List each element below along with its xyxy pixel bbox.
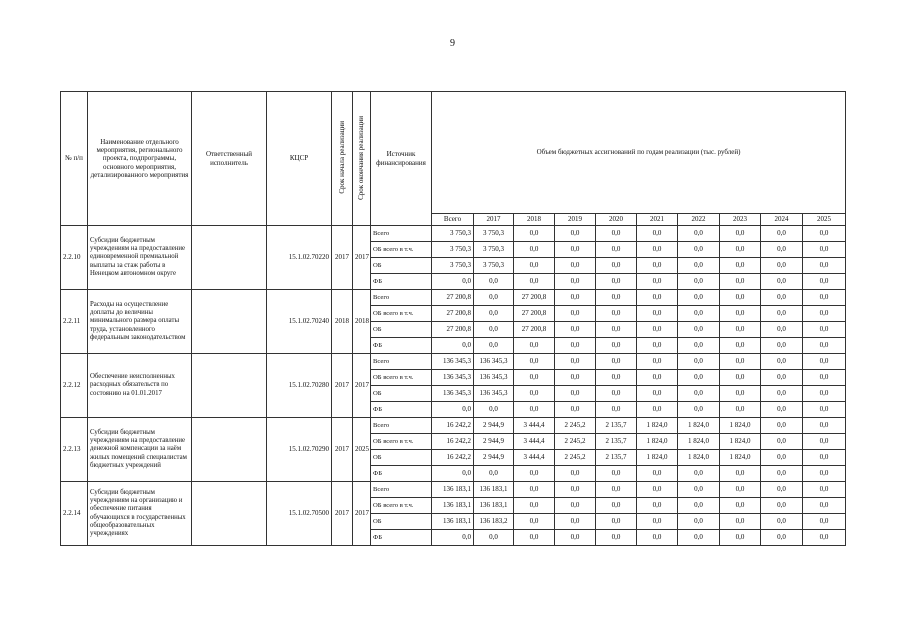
amount-year: 0,0 bbox=[555, 258, 596, 274]
amount-year: 0,0 bbox=[474, 322, 514, 338]
funding-source: ОБ всего в т.ч. bbox=[371, 434, 432, 450]
amount-year: 0,0 bbox=[474, 338, 514, 354]
item-name: Субсидии бюджетным учреждениям на предоставление денежной компенсации за наём жилых помещений специалистам бюджетных учреждений bbox=[88, 418, 192, 482]
amount-year: 0,0 bbox=[555, 514, 596, 530]
amount-year: 0,0 bbox=[678, 322, 720, 338]
amount-year: 0,0 bbox=[720, 482, 761, 498]
table-body bbox=[61, 226, 846, 546]
amount-year: 0,0 bbox=[637, 482, 678, 498]
amount-total: 0,0 bbox=[432, 402, 474, 418]
funding-source: ФБ bbox=[371, 466, 432, 482]
amount-year: 0,0 bbox=[761, 370, 803, 386]
item-kcsr: 15.1.02.70220 bbox=[267, 226, 332, 290]
amount-year: 0,0 bbox=[803, 274, 846, 290]
amount-year: 0,0 bbox=[637, 466, 678, 482]
header-col-end-label: Срок окончания реализации bbox=[357, 115, 366, 200]
header-col-executor: Ответственный исполнитель bbox=[192, 92, 267, 226]
amount-year: 2 944,9 bbox=[474, 418, 514, 434]
amount-year: 0,0 bbox=[596, 226, 637, 242]
amount-year: 0,0 bbox=[678, 306, 720, 322]
amount-year: 0,0 bbox=[803, 498, 846, 514]
amount-year: 0,0 bbox=[761, 514, 803, 530]
item-end-year: 2017 bbox=[353, 354, 371, 418]
amount-year: 0,0 bbox=[803, 322, 846, 338]
amount-year: 0,0 bbox=[803, 386, 846, 402]
amount-total: 0,0 bbox=[432, 466, 474, 482]
item-number: 2.2.10 bbox=[61, 226, 88, 290]
amount-year: 136 345,3 bbox=[474, 386, 514, 402]
amount-year: 0,0 bbox=[596, 530, 637, 546]
amount-year: 0,0 bbox=[555, 370, 596, 386]
amount-year: 0,0 bbox=[637, 514, 678, 530]
amount-total: 3 750,3 bbox=[432, 226, 474, 242]
amount-year: 0,0 bbox=[555, 386, 596, 402]
amount-year: 0,0 bbox=[555, 466, 596, 482]
amount-year: 0,0 bbox=[678, 402, 720, 418]
amount-year: 0,0 bbox=[596, 354, 637, 370]
amount-year: 0,0 bbox=[514, 514, 555, 530]
amount-year: 0,0 bbox=[678, 482, 720, 498]
amount-year: 0,0 bbox=[803, 258, 846, 274]
item-name: Расходы на осуществление доплаты до величины минимального размера оплаты труда, установленного федеральным законодательством bbox=[88, 290, 192, 354]
amount-year: 0,0 bbox=[720, 354, 761, 370]
table-row bbox=[61, 354, 846, 370]
amount-year: 0,0 bbox=[474, 466, 514, 482]
table-row bbox=[61, 482, 846, 498]
header-col-start bbox=[332, 92, 353, 226]
header-year: 2022 bbox=[678, 214, 720, 226]
amount-year: 0,0 bbox=[637, 530, 678, 546]
funding-source: ОБ всего в т.ч. bbox=[371, 370, 432, 386]
item-executor bbox=[192, 354, 267, 418]
amount-year: 1 824,0 bbox=[720, 418, 761, 434]
amount-year: 0,0 bbox=[637, 258, 678, 274]
header-col-end bbox=[353, 92, 371, 226]
header-year: 2021 bbox=[637, 214, 678, 226]
item-start-year: 2018 bbox=[332, 290, 353, 354]
amount-year: 2 135,7 bbox=[596, 418, 637, 434]
item-executor bbox=[192, 290, 267, 354]
amount-year: 0,0 bbox=[761, 482, 803, 498]
amount-year: 0,0 bbox=[678, 258, 720, 274]
item-name: Обеспечение неисполненных расходных обязательств по состоянию на 01.01.2017 bbox=[88, 354, 192, 418]
item-start-year: 2017 bbox=[332, 354, 353, 418]
item-number: 2.2.14 bbox=[61, 482, 88, 546]
amount-year: 0,0 bbox=[596, 386, 637, 402]
amount-year: 0,0 bbox=[596, 274, 637, 290]
amount-year: 0,0 bbox=[678, 290, 720, 306]
amount-year: 0,0 bbox=[555, 482, 596, 498]
amount-year: 0,0 bbox=[514, 354, 555, 370]
amount-year: 0,0 bbox=[761, 530, 803, 546]
funding-source: ФБ bbox=[371, 402, 432, 418]
amount-total: 3 750,3 bbox=[432, 242, 474, 258]
funding-source: ОБ bbox=[371, 322, 432, 338]
item-executor bbox=[192, 482, 267, 546]
amount-year: 0,0 bbox=[720, 274, 761, 290]
amount-year: 0,0 bbox=[803, 306, 846, 322]
amount-total: 16 242,2 bbox=[432, 434, 474, 450]
amount-year: 0,0 bbox=[720, 514, 761, 530]
amount-year: 0,0 bbox=[803, 466, 846, 482]
amount-year: 2 135,7 bbox=[596, 450, 637, 466]
amount-year: 0,0 bbox=[761, 450, 803, 466]
amount-year: 0,0 bbox=[678, 386, 720, 402]
funding-source: ФБ bbox=[371, 338, 432, 354]
header-year: 2019 bbox=[555, 214, 596, 226]
amount-year: 3 444,4 bbox=[514, 450, 555, 466]
funding-source: Всего bbox=[371, 290, 432, 306]
amount-year: 0,0 bbox=[637, 498, 678, 514]
amount-year: 1 824,0 bbox=[678, 450, 720, 466]
amount-year: 0,0 bbox=[761, 290, 803, 306]
amount-total: 136 345,3 bbox=[432, 386, 474, 402]
amount-year: 27 200,8 bbox=[514, 290, 555, 306]
amount-year: 0,0 bbox=[555, 322, 596, 338]
amount-year: 0,0 bbox=[555, 306, 596, 322]
amount-year: 3 444,4 bbox=[514, 434, 555, 450]
amount-year: 3 750,3 bbox=[474, 242, 514, 258]
amount-year: 1 824,0 bbox=[637, 450, 678, 466]
amount-year: 0,0 bbox=[761, 306, 803, 322]
header-year: 2020 bbox=[596, 214, 637, 226]
header-year: 2023 bbox=[720, 214, 761, 226]
table-row bbox=[61, 226, 846, 242]
amount-year: 0,0 bbox=[637, 274, 678, 290]
amount-year: 0,0 bbox=[720, 370, 761, 386]
amount-year: 0,0 bbox=[803, 290, 846, 306]
amount-year: 0,0 bbox=[596, 514, 637, 530]
amount-year: 0,0 bbox=[596, 482, 637, 498]
amount-year: 0,0 bbox=[474, 530, 514, 546]
amount-year: 0,0 bbox=[555, 338, 596, 354]
amount-year: 1 824,0 bbox=[637, 418, 678, 434]
amount-year: 0,0 bbox=[474, 290, 514, 306]
item-number: 2.2.11 bbox=[61, 290, 88, 354]
amount-year: 0,0 bbox=[474, 306, 514, 322]
amount-year: 0,0 bbox=[596, 466, 637, 482]
amount-year: 0,0 bbox=[720, 466, 761, 482]
amount-year: 0,0 bbox=[720, 290, 761, 306]
amount-year: 0,0 bbox=[803, 482, 846, 498]
amount-year: 0,0 bbox=[761, 274, 803, 290]
amount-year: 0,0 bbox=[514, 274, 555, 290]
amount-year: 0,0 bbox=[761, 338, 803, 354]
amount-year: 0,0 bbox=[555, 274, 596, 290]
header-year: 2025 bbox=[803, 214, 846, 226]
amount-year: 0,0 bbox=[803, 530, 846, 546]
item-number: 2.2.13 bbox=[61, 418, 88, 482]
item-name: Субсидии бюджетным учреждениям на предоставление единовременной премиальной выплаты за стаж работы в Ненецком автономном округе bbox=[88, 226, 192, 290]
header-col-kcsr: КЦСР bbox=[267, 92, 332, 226]
amount-year: 0,0 bbox=[803, 434, 846, 450]
amount-year: 2 245,2 bbox=[555, 418, 596, 434]
amount-year: 0,0 bbox=[761, 354, 803, 370]
amount-year: 0,0 bbox=[474, 402, 514, 418]
amount-year: 0,0 bbox=[678, 514, 720, 530]
amount-year: 0,0 bbox=[720, 530, 761, 546]
amount-total: 136 183,1 bbox=[432, 482, 474, 498]
amount-year: 0,0 bbox=[678, 226, 720, 242]
amount-year: 0,0 bbox=[720, 386, 761, 402]
item-number: 2.2.12 bbox=[61, 354, 88, 418]
amount-year: 0,0 bbox=[678, 338, 720, 354]
amount-year: 0,0 bbox=[596, 498, 637, 514]
amount-year: 0,0 bbox=[596, 402, 637, 418]
amount-year: 0,0 bbox=[637, 226, 678, 242]
amount-total: 136 183,1 bbox=[432, 498, 474, 514]
item-kcsr: 15.1.02.70240 bbox=[267, 290, 332, 354]
funding-source: Всего bbox=[371, 482, 432, 498]
amount-year: 0,0 bbox=[514, 402, 555, 418]
item-start-year: 2017 bbox=[332, 482, 353, 546]
amount-year: 0,0 bbox=[761, 386, 803, 402]
amount-year: 0,0 bbox=[678, 354, 720, 370]
amount-year: 0,0 bbox=[803, 514, 846, 530]
item-executor bbox=[192, 418, 267, 482]
item-kcsr: 15.1.02.70500 bbox=[267, 482, 332, 546]
amount-year: 1 824,0 bbox=[720, 450, 761, 466]
amount-year: 2 245,2 bbox=[555, 434, 596, 450]
amount-year: 0,0 bbox=[761, 242, 803, 258]
amount-total: 136 345,3 bbox=[432, 370, 474, 386]
amount-year: 0,0 bbox=[596, 242, 637, 258]
amount-total: 0,0 bbox=[432, 338, 474, 354]
amount-year: 0,0 bbox=[803, 354, 846, 370]
amount-year: 2 245,2 bbox=[555, 450, 596, 466]
amount-total: 0,0 bbox=[432, 274, 474, 290]
header-year: Всего bbox=[432, 214, 474, 226]
amount-year: 0,0 bbox=[555, 242, 596, 258]
amount-year: 0,0 bbox=[514, 258, 555, 274]
amount-year: 0,0 bbox=[761, 322, 803, 338]
amount-year: 0,0 bbox=[637, 370, 678, 386]
amount-year: 0,0 bbox=[720, 402, 761, 418]
budget-table bbox=[60, 91, 846, 546]
header-year: 2024 bbox=[761, 214, 803, 226]
amount-year: 0,0 bbox=[637, 242, 678, 258]
item-name: Субсидии бюджетным учреждениям на организацию и обеспечение питания обучающихся в государственных общеобразовательных учреждениях bbox=[88, 482, 192, 546]
amount-year: 0,0 bbox=[678, 242, 720, 258]
item-executor bbox=[192, 226, 267, 290]
amount-year: 0,0 bbox=[678, 466, 720, 482]
item-end-year: 2025 bbox=[353, 418, 371, 482]
amount-year: 0,0 bbox=[720, 226, 761, 242]
amount-year: 136 183,1 bbox=[474, 498, 514, 514]
amount-year: 0,0 bbox=[474, 274, 514, 290]
amount-year: 0,0 bbox=[555, 290, 596, 306]
amount-total: 27 200,8 bbox=[432, 322, 474, 338]
amount-year: 0,0 bbox=[514, 338, 555, 354]
amount-year: 0,0 bbox=[803, 370, 846, 386]
amount-year: 0,0 bbox=[803, 450, 846, 466]
amount-year: 136 345,3 bbox=[474, 354, 514, 370]
header-col-budget: Объем бюджетных ассигнований по годам реализации (тыс. рублей) bbox=[432, 92, 846, 214]
amount-year: 0,0 bbox=[637, 322, 678, 338]
amount-year: 0,0 bbox=[514, 466, 555, 482]
header-year: 2017 bbox=[474, 214, 514, 226]
amount-year: 2 944,9 bbox=[474, 434, 514, 450]
amount-year: 0,0 bbox=[761, 466, 803, 482]
amount-year: 0,0 bbox=[803, 418, 846, 434]
amount-total: 0,0 bbox=[432, 530, 474, 546]
amount-total: 136 345,3 bbox=[432, 354, 474, 370]
funding-source: ОБ bbox=[371, 386, 432, 402]
amount-total: 27 200,8 bbox=[432, 290, 474, 306]
amount-year: 0,0 bbox=[761, 418, 803, 434]
amount-total: 16 242,2 bbox=[432, 418, 474, 434]
amount-year: 0,0 bbox=[514, 226, 555, 242]
amount-year: 0,0 bbox=[720, 258, 761, 274]
amount-year: 0,0 bbox=[555, 530, 596, 546]
amount-year: 0,0 bbox=[637, 290, 678, 306]
funding-source: ФБ bbox=[371, 530, 432, 546]
amount-year: 0,0 bbox=[555, 226, 596, 242]
amount-year: 0,0 bbox=[555, 498, 596, 514]
amount-year: 0,0 bbox=[596, 322, 637, 338]
amount-year: 136 183,1 bbox=[474, 482, 514, 498]
header-col-no: № п/п bbox=[61, 92, 88, 226]
item-kcsr: 15.1.02.70280 bbox=[267, 354, 332, 418]
amount-year: 0,0 bbox=[514, 242, 555, 258]
amount-year: 0,0 bbox=[514, 482, 555, 498]
amount-year: 0,0 bbox=[514, 498, 555, 514]
amount-year: 0,0 bbox=[596, 290, 637, 306]
amount-year: 0,0 bbox=[678, 530, 720, 546]
amount-year: 0,0 bbox=[720, 242, 761, 258]
item-start-year: 2017 bbox=[332, 418, 353, 482]
funding-source: ОБ всего в т.ч. bbox=[371, 498, 432, 514]
amount-year: 0,0 bbox=[596, 306, 637, 322]
amount-year: 0,0 bbox=[803, 226, 846, 242]
amount-total: 136 183,1 bbox=[432, 514, 474, 530]
amount-year: 2 944,9 bbox=[474, 450, 514, 466]
amount-year: 27 200,8 bbox=[514, 306, 555, 322]
amount-year: 0,0 bbox=[596, 258, 637, 274]
funding-source: ОБ bbox=[371, 514, 432, 530]
item-end-year: 2018 bbox=[353, 290, 371, 354]
amount-year: 0,0 bbox=[637, 338, 678, 354]
header-col-start-label: Срок начала реализации bbox=[337, 121, 346, 194]
amount-year: 0,0 bbox=[514, 370, 555, 386]
amount-year: 0,0 bbox=[678, 498, 720, 514]
funding-source: Всего bbox=[371, 226, 432, 242]
amount-year: 0,0 bbox=[555, 402, 596, 418]
funding-source: ОБ всего в т.ч. bbox=[371, 242, 432, 258]
funding-source: ОБ bbox=[371, 258, 432, 274]
amount-year: 0,0 bbox=[761, 434, 803, 450]
amount-year: 1 824,0 bbox=[720, 434, 761, 450]
amount-year: 2 135,7 bbox=[596, 434, 637, 450]
amount-year: 0,0 bbox=[761, 402, 803, 418]
funding-source: Всего bbox=[371, 418, 432, 434]
amount-year: 0,0 bbox=[720, 322, 761, 338]
amount-total: 3 750,3 bbox=[432, 258, 474, 274]
funding-source: ОБ bbox=[371, 450, 432, 466]
amount-year: 3 444,4 bbox=[514, 418, 555, 434]
amount-year: 0,0 bbox=[720, 306, 761, 322]
amount-year: 0,0 bbox=[637, 354, 678, 370]
page-number: 9 bbox=[450, 38, 455, 49]
amount-total: 27 200,8 bbox=[432, 306, 474, 322]
amount-year: 0,0 bbox=[803, 338, 846, 354]
amount-year: 27 200,8 bbox=[514, 322, 555, 338]
amount-year: 0,0 bbox=[720, 498, 761, 514]
header-col-name: Наименование отдельного мероприятия, регионального проекта, подпрограммы, основного мероприятия, детализированного мероприятия bbox=[88, 92, 192, 226]
header-col-source: Источник финансирования bbox=[371, 92, 432, 226]
funding-source: ОБ всего в т.ч. bbox=[371, 306, 432, 322]
item-kcsr: 15.1.02.70290 bbox=[267, 418, 332, 482]
amount-year: 0,0 bbox=[637, 386, 678, 402]
amount-year: 0,0 bbox=[761, 498, 803, 514]
amount-year: 3 750,3 bbox=[474, 258, 514, 274]
table-header bbox=[61, 92, 846, 226]
amount-year: 0,0 bbox=[720, 338, 761, 354]
amount-year: 0,0 bbox=[678, 370, 720, 386]
amount-year: 1 824,0 bbox=[678, 434, 720, 450]
amount-year: 0,0 bbox=[514, 530, 555, 546]
funding-source: Всего bbox=[371, 354, 432, 370]
amount-year: 136 183,2 bbox=[474, 514, 514, 530]
amount-year: 0,0 bbox=[803, 242, 846, 258]
item-end-year: 2017 bbox=[353, 482, 371, 546]
amount-total: 16 242,2 bbox=[432, 450, 474, 466]
amount-year: 0,0 bbox=[637, 306, 678, 322]
amount-year: 0,0 bbox=[596, 370, 637, 386]
amount-year: 0,0 bbox=[514, 386, 555, 402]
table-row bbox=[61, 418, 846, 434]
amount-year: 0,0 bbox=[678, 274, 720, 290]
amount-year: 0,0 bbox=[803, 402, 846, 418]
amount-year: 0,0 bbox=[596, 338, 637, 354]
amount-year: 0,0 bbox=[761, 258, 803, 274]
amount-year: 3 750,3 bbox=[474, 226, 514, 242]
amount-year: 0,0 bbox=[637, 402, 678, 418]
table-row bbox=[61, 290, 846, 306]
item-start-year: 2017 bbox=[332, 226, 353, 290]
item-end-year: 2017 bbox=[353, 226, 371, 290]
header-year: 2018 bbox=[514, 214, 555, 226]
amount-year: 0,0 bbox=[761, 226, 803, 242]
amount-year: 1 824,0 bbox=[637, 434, 678, 450]
amount-year: 1 824,0 bbox=[678, 418, 720, 434]
amount-year: 0,0 bbox=[555, 354, 596, 370]
amount-year: 136 345,3 bbox=[474, 370, 514, 386]
funding-source: ФБ bbox=[371, 274, 432, 290]
